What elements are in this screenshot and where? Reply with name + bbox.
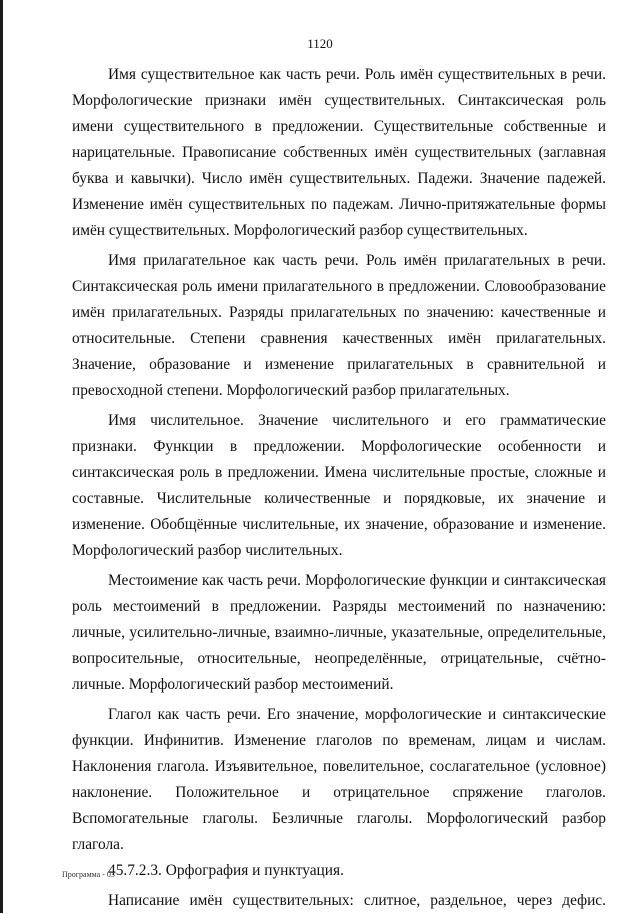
section-heading: 45.7.2.3. Орфография и пунктуация. [108, 862, 344, 879]
paragraph-numerals: Имя числительное. Значение числительного и его грамматические признаки. Функции в предложении. Морфологические особенности и синтаксическая роль в предложении. Имена числительные простые, сложные и составные. Числительные количественные и порядковые, их значение и изменение. Обобщённые числительные, их значение, образование и изменение. Морфологический разбор числительных. [72, 412, 606, 559]
scan-edge-shadow [0, 0, 3, 913]
document-body [72, 62, 606, 914]
paragraph-verbs: Глагол как часть речи. Его значение, морфологические и синтаксические функции. Инфинитив. Изменение глаголов по временам, лицам и числам. Наклонения глагола. Изъявительное, повелительное, сослагательное (условное) наклонение. Положительное и отрицательное спряжение глаголов. Вспомогательные глаголы. Безличные глаголы. Морфологический разбор глагола. [72, 706, 606, 853]
page-footer: Программа - 03 [62, 870, 115, 879]
paragraph-adjectives: Имя прилагательное как часть речи. Роль имён прилагательных в речи. Синтаксическая роль имени прилагательного в предложении. Словообразование имён прилагательных. Разряды прилагательных по значению: качественные и относительные. Степени сравнения качественных имён прилагательных. Значение, образование и изменение прилагательных в сравнительной и превосходной степени. Морфологический разбор прилагательных. [72, 252, 606, 399]
paragraph-pronouns: Местоимение как часть речи. Морфологические функции и синтаксическая роль местоимений в предложении. Разряды местоимений по назначению: личные, усилительно-личные, взаимно-личные, указательные, определительные, вопросительные, относительные, неопределённые, отрицательные, счётно-личные. Морфологический разбор местоимений. [72, 572, 606, 693]
paragraph-spelling: Написание имён существительных: слитное, раздельное, через дефис. [108, 892, 606, 909]
page-number: 1120 [307, 36, 333, 51]
paragraph-nouns: Имя существительное как часть речи. Роль имён существительных в речи. Морфологические признаки имён существительных. Синтаксическая роль имени существительного в предложении. Существительные собственные и нарицательные. Правописание собственных имён существительных (заглавная буква и кавычки). Число имён существительных. Падежи. Значение падежей. Изменение имён существительных по падежам. Лично-притяжательные формы имён существительных. Морфологический разбор существительных. [72, 66, 606, 239]
